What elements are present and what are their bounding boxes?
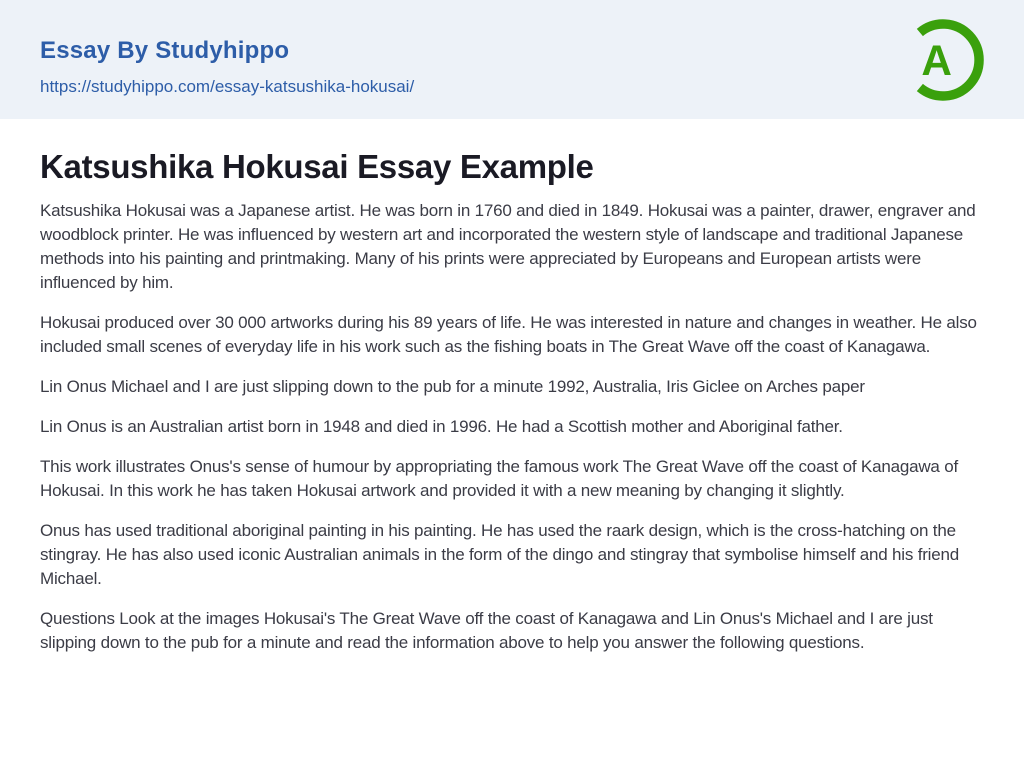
header-text-block — [40, 22, 414, 97]
site-header — [0, 0, 1024, 119]
site-title: Essay By Studyhippo — [40, 37, 290, 64]
essay-paragraph-6: Onus has used traditional aboriginal painting in his painting. He has used the raark design, which is the cross-hatching on the stingray. He has also used iconic Australian animals in the form of the dingo and stingray that symbolise himself and his friend Michael. — [40, 520, 960, 588]
logo-letter: A — [921, 36, 952, 84]
studyhippo-logo-icon — [898, 15, 988, 105]
essay-article — [0, 119, 1024, 655]
essay-paragraph-1: Katsushika Hokusai was a Japanese artist. He was born in 1760 and died in 1849. Hokusai was a painter, drawer, engraver and woodblock printer. He was influenced by western art and incorporated the western style of landscape and traditional Japanese methods into his painting and printmaking. Many of his prints were appreciated by Europeans and European artists were influenced by him. — [40, 200, 976, 292]
essay-paragraph-3: Lin Onus Michael and I are just slipping down to the pub for a minute 1992, Australia, Iris Giclee on Arches paper — [40, 376, 865, 396]
essay-paragraph-7: Questions Look at the images Hokusai's The Great Wave off the coast of Kanagawa and Lin Onus's Michael and I are just slipping down to the pub for a minute and read the information above to help you answer the following questions. — [40, 608, 933, 652]
page-title: Katsushika Hokusai Essay Example — [40, 148, 594, 185]
essay-paragraph-5: This work illustrates Onus's sense of humour by appropriating the famous work The Great Wave off the coast of Kanagawa of Hokusai. In this work he has taken Hokusai artwork and provided it with a new meaning by changing it slightly. — [40, 456, 958, 500]
essay-paragraph-2: Hokusai produced over 30 000 artworks during his 89 years of life. He was interested in nature and changes in weather. He also included small scenes of everyday life in his work such as the fishing boats in The Great Wave off the coast of Kanagawa. — [40, 312, 977, 356]
essay-paragraph-4: Lin Onus is an Australian artist born in 1948 and died in 1996. He had a Scottish mother and Aboriginal father. — [40, 416, 843, 436]
essay-url-link[interactable]: https://studyhippo.com/essay-katsushika-hokusai/ — [40, 77, 415, 96]
